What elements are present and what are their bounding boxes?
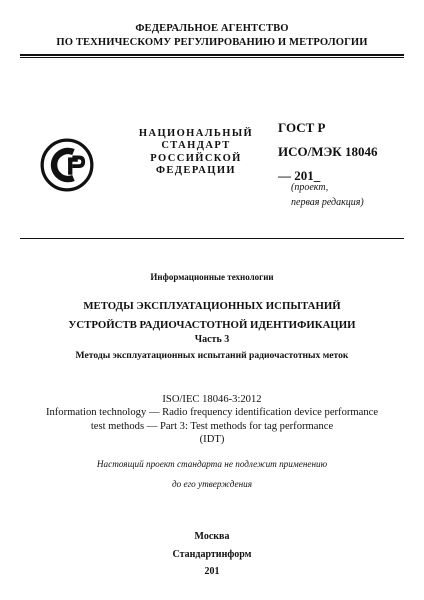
gost-r-certification-mark-icon (40, 138, 94, 192)
designation-line1: ГОСТ Р (278, 120, 326, 135)
national-standard-line3: РОССИЙСКОЙ (150, 152, 242, 164)
imprint-year: 201 (204, 566, 220, 577)
draft-status-line1: (проект, (291, 182, 329, 193)
title-divider (20, 238, 404, 239)
draft-status (291, 180, 364, 210)
part-subtitle: Методы эксплуатационных испытаний радиочастотных меток (75, 350, 349, 361)
main-title-line2: УСТРОЙСТВ РАДИОЧАСТОТНОЙ ИДЕНТИФИКАЦИИ (68, 319, 356, 331)
main-title-line1: МЕТОДЫ ЭКСПЛУАТАЦИОННЫХ ИСПЫТАНИЙ (83, 300, 341, 312)
draft-status-line2: первая редакция) (291, 197, 364, 208)
header-rule-thin (20, 57, 404, 58)
imprint (0, 528, 424, 581)
header-rule-thick (20, 54, 404, 56)
designation-line2: ИСО/МЭК 18046 (278, 144, 378, 159)
imprint-city: Москва (194, 531, 230, 542)
part-number: Часть 3 (194, 334, 230, 345)
designation-line3: — 201_ (278, 168, 321, 183)
agency-header-line1: ФЕДЕРАЛЬНОЕ АГЕНТСТВО (135, 23, 289, 34)
draft-notice-line1: Настоящий проект стандарта не подлежит применению (96, 459, 328, 469)
standard-designation (278, 116, 378, 188)
category-title: Информационные технологии (150, 272, 274, 282)
draft-notice-line2: до его утверждения (171, 478, 253, 489)
draft-notice (0, 455, 424, 494)
equivalence-label: (IDT) (199, 434, 225, 445)
international-title-text: Information technology — Radio frequency identification device performance test methods — Part 3: Test methods for tag performance (45, 407, 379, 432)
national-standard-line1: НАЦИОНАЛЬНЫЙ (138, 128, 254, 139)
national-standard-line2: СТАНДАРТ (161, 140, 231, 152)
iso-code: ISO/IEC 18046-3:2012 (162, 394, 262, 405)
imprint-publisher: Стандартинформ (172, 548, 252, 560)
agency-header-line2: ПО ТЕХНИЧЕСКОМУ РЕГУЛИРОВАНИЮ И МЕТРОЛОГИИ (56, 37, 368, 48)
agency-header (0, 22, 424, 50)
national-standard-line4: ФЕДЕРАЦИИ (155, 165, 236, 177)
international-title (0, 406, 424, 447)
main-title (0, 297, 424, 335)
national-standard-label (126, 128, 266, 178)
